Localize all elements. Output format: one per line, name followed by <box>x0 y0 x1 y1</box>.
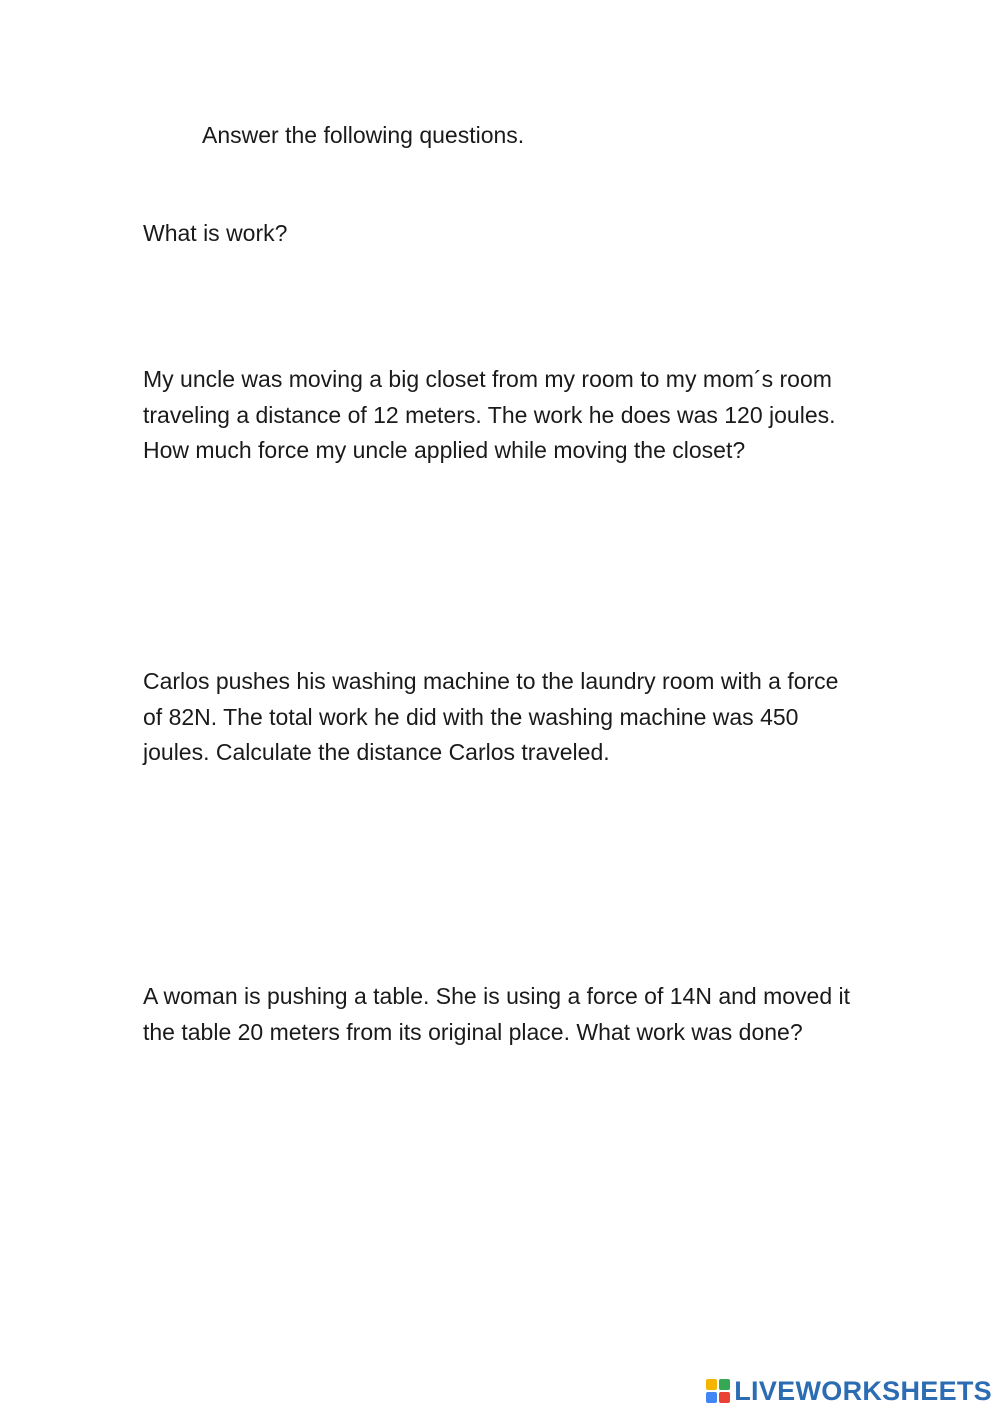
instruction-text: Answer the following questions. <box>202 122 525 148</box>
question-3: Carlos pushes his washing machine to the laundry room with a force of 82N. The total work he did with the washing machine was 450 joules. Calculate the distance Carlos traveled. <box>143 668 839 765</box>
logo-text: LIVEWORKSHEETS <box>734 1375 992 1406</box>
liveworksheets-icon <box>706 1379 730 1403</box>
liveworksheets-logo <box>706 1373 992 1409</box>
question-4: A woman is pushing a table. She is using a force of 14N and moved it the table 20 meters from its original place. What work was done? <box>143 983 851 1045</box>
question-1: What is work? <box>143 220 288 246</box>
question-2: My uncle was moving a big closet from my room to my mom´s room traveling a distance of 12 meters. The work he does was 120 joules. How much force my uncle applied while moving the closet? <box>143 366 836 463</box>
